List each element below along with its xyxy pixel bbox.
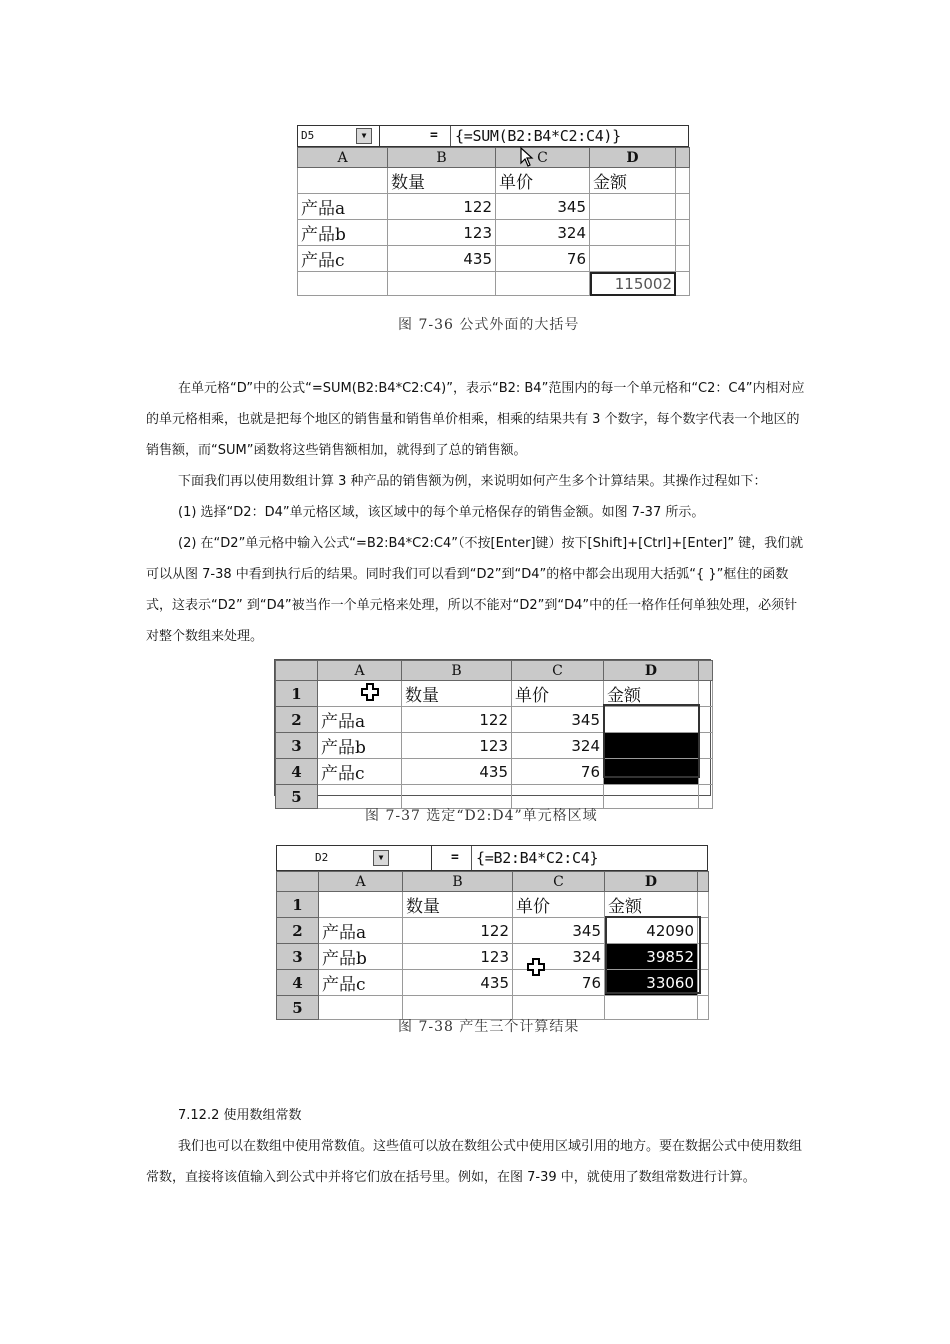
cell[interactable]: 76 — [496, 246, 590, 272]
figure-7-38 — [276, 845, 708, 1017]
row-header[interactable]: 3 — [276, 733, 318, 759]
table-row — [298, 272, 690, 296]
cell — [676, 220, 690, 246]
formula-input[interactable]: {=B2:B4*C2:C4} — [471, 846, 598, 870]
row-header[interactable]: 1 — [276, 681, 318, 707]
section-heading: 7.12.2 使用数组常数 — [178, 1108, 302, 1123]
cell[interactable] — [590, 194, 676, 220]
selection-outline — [603, 704, 700, 778]
plus-cursor-icon — [361, 683, 379, 701]
row-header[interactable]: 5 — [276, 785, 318, 809]
paragraph: 我们也可以在数组中使用常数值。这些值可以放在数组公式中使用区域引用的地方。要在数据公式中使用数组常数，直接将该值输入到公式中并将它们放在括号里。例如，在图 7-39 中，就使用了数组常数进行计算。 — [146, 1139, 803, 1185]
column-header-b[interactable]: B — [402, 661, 512, 681]
row-header[interactable]: 4 — [276, 759, 318, 785]
row-header[interactable]: 2 — [276, 707, 318, 733]
active-cell-d2[interactable]: 42090 — [605, 918, 698, 944]
cell — [698, 892, 709, 918]
paragraph: 在单元格“D”中的公式“=SUM(B2:B4*C2:C4)”，表示“B2: B4”范围内的每一个单元格和“C2：C4”内相对应的单元格相乘，也就是把每个地区的销售量和销售单价相乘，相乘的结果共有 3 个数字，每个数字代表一个地区的销售额，而“SUM”函数将这些销售额相加，就得到了总的销售额。 — [146, 381, 805, 458]
cell[interactable]: 435 — [403, 970, 513, 996]
cell — [676, 246, 690, 272]
select-all-corner[interactable] — [277, 872, 319, 892]
selection-outline — [605, 916, 701, 994]
cell[interactable]: 数量 — [403, 892, 513, 918]
cell[interactable]: 数量 — [402, 681, 512, 707]
cell[interactable]: 产品b — [298, 220, 388, 246]
column-header-d[interactable]: D — [604, 661, 699, 681]
table-row — [298, 246, 690, 272]
paragraph: (1) 选择“D2：D4”单元格区域，该区域中的每个单元格保存的销售金额。如图 7-37 所示。 — [178, 505, 705, 520]
body-text — [146, 373, 810, 652]
cell[interactable] — [590, 246, 676, 272]
worksheet-grid — [297, 147, 690, 296]
cell[interactable]: 单价 — [513, 892, 605, 918]
name-box[interactable] — [277, 846, 432, 870]
cell[interactable]: 345 — [512, 707, 604, 733]
cell[interactable]: 123 — [403, 944, 513, 970]
cell[interactable]: 122 — [403, 918, 513, 944]
formula-bar — [276, 845, 708, 871]
cell — [698, 996, 709, 1020]
formula-equals: = — [430, 128, 438, 143]
column-header-c[interactable]: C — [513, 872, 605, 892]
cell[interactable] — [590, 220, 676, 246]
column-header-row — [277, 872, 709, 892]
cell[interactable] — [298, 272, 388, 296]
cell[interactable]: 产品c — [319, 970, 403, 996]
table-row — [298, 168, 690, 194]
plus-cursor-icon — [527, 958, 545, 976]
cell[interactable]: 435 — [388, 246, 496, 272]
cell[interactable]: 金额 — [605, 892, 698, 918]
figure-caption-7-36: 图 7-36 公式外面的大括号 — [398, 317, 580, 333]
column-header-row — [276, 661, 713, 681]
selected-cell[interactable]: 39852 — [605, 944, 698, 970]
column-header-a[interactable]: A — [319, 872, 403, 892]
cell[interactable]: 单价 — [512, 681, 604, 707]
cell[interactable]: 345 — [496, 194, 590, 220]
formula-equals: = — [451, 850, 459, 865]
select-all-corner[interactable] — [276, 661, 318, 681]
cell[interactable] — [298, 168, 388, 194]
table-row — [298, 194, 690, 220]
column-header-extra — [698, 872, 709, 892]
name-box-value: D5 — [301, 129, 315, 142]
cell[interactable] — [604, 785, 699, 809]
row-header[interactable]: 3 — [277, 944, 319, 970]
selected-cell[interactable]: 33060 — [605, 970, 698, 996]
column-header-a[interactable]: A — [318, 661, 402, 681]
cell[interactable]: 产品c — [298, 246, 388, 272]
figure-caption-7-37: 图 7-37 选定“D2:D4”单元格区域 — [365, 808, 598, 824]
paragraph: 下面我们再以使用数组计算 3 种产品的销售额为例，来说明如何产生多个计算结果。其操作过程如下： — [178, 474, 767, 489]
cell[interactable]: 产品b — [319, 944, 403, 970]
table-row — [276, 681, 713, 707]
row-header[interactable]: 5 — [277, 996, 319, 1020]
cell[interactable]: 324 — [513, 944, 605, 970]
cell[interactable]: 76 — [512, 759, 604, 785]
cell[interactable] — [388, 272, 496, 296]
cell[interactable]: 324 — [496, 220, 590, 246]
figure-7-37 — [274, 659, 711, 806]
cell[interactable]: 122 — [388, 194, 496, 220]
active-cell-d5[interactable]: 115002 — [590, 272, 676, 296]
table-row — [298, 220, 690, 246]
cell[interactable]: 单价 — [496, 168, 590, 194]
column-header-extra — [676, 148, 690, 168]
cell[interactable]: 345 — [513, 918, 605, 944]
column-header-extra — [699, 661, 713, 681]
cell — [699, 759, 713, 785]
cell[interactable]: 76 — [513, 970, 605, 996]
cell[interactable]: 金额 — [590, 168, 676, 194]
figure-7-36 — [297, 125, 689, 303]
column-header-b[interactable]: B — [388, 148, 496, 168]
formula-bar — [297, 125, 689, 147]
column-header-b[interactable]: B — [403, 872, 513, 892]
column-header-a[interactable]: A — [298, 148, 388, 168]
cell — [699, 785, 713, 809]
cell[interactable]: 金额 — [604, 681, 699, 707]
cell[interactable]: 产品a — [318, 707, 402, 733]
cell — [699, 707, 713, 733]
cell[interactable]: 产品c — [318, 759, 402, 785]
cell[interactable] — [318, 681, 402, 707]
cell[interactable]: 435 — [402, 759, 512, 785]
cell[interactable] — [496, 272, 590, 296]
formula-input[interactable]: {=SUM(B2:B4*C2:C4)} — [450, 126, 621, 146]
cell[interactable]: 产品a — [319, 918, 403, 944]
column-header-d[interactable]: D — [605, 872, 698, 892]
cell — [676, 194, 690, 220]
table-row — [277, 892, 709, 918]
cell[interactable] — [319, 996, 403, 1020]
row-header[interactable]: 4 — [277, 970, 319, 996]
name-box[interactable] — [298, 126, 380, 146]
cell[interactable]: 123 — [388, 220, 496, 246]
cell — [699, 681, 713, 707]
cell[interactable]: 产品a — [298, 194, 388, 220]
cell[interactable] — [605, 996, 698, 1020]
cell — [676, 168, 690, 194]
chevron-down-icon[interactable]: ▼ — [373, 850, 389, 866]
cell[interactable]: 122 — [402, 707, 512, 733]
column-header-d[interactable]: D — [590, 148, 676, 168]
row-header[interactable]: 2 — [277, 918, 319, 944]
column-header-c[interactable]: C — [512, 661, 604, 681]
chevron-down-icon[interactable]: ▼ — [356, 128, 372, 144]
cell[interactable]: 数量 — [388, 168, 496, 194]
row-header[interactable]: 1 — [277, 892, 319, 918]
cell[interactable]: 产品b — [318, 733, 402, 759]
column-header-c[interactable]: C — [496, 148, 590, 168]
cell[interactable] — [319, 892, 403, 918]
name-box-value: D2 — [315, 851, 329, 864]
section-7-12-2 — [146, 1100, 810, 1193]
column-header-row — [298, 148, 690, 168]
figure-caption-7-38: 图 7-38 产生三个计算结果 — [398, 1019, 580, 1035]
cell — [676, 272, 690, 296]
cell[interactable]: 123 — [402, 733, 512, 759]
cell — [699, 733, 713, 759]
paragraph: (2) 在“D2”单元格中输入公式“=B2:B4*C2:C4”（不按[Enter]键）按下[Shift]+[Ctrl]+[Enter]” 键，我们就可以从图 7-38 中看到执行后的结果。同时我们可以看到“D2”到“D4”的格中都会出现用大括弧“{ }”框住的函数式，这表示“D2” 到“D4”被当作一个单元格来处理，所以不能对“D2”到“D4”中的任一格作任何单独处理，必须针对整个数组来处理。 — [146, 536, 804, 644]
mouse-pointer-icon — [520, 147, 534, 167]
cell[interactable]: 324 — [512, 733, 604, 759]
